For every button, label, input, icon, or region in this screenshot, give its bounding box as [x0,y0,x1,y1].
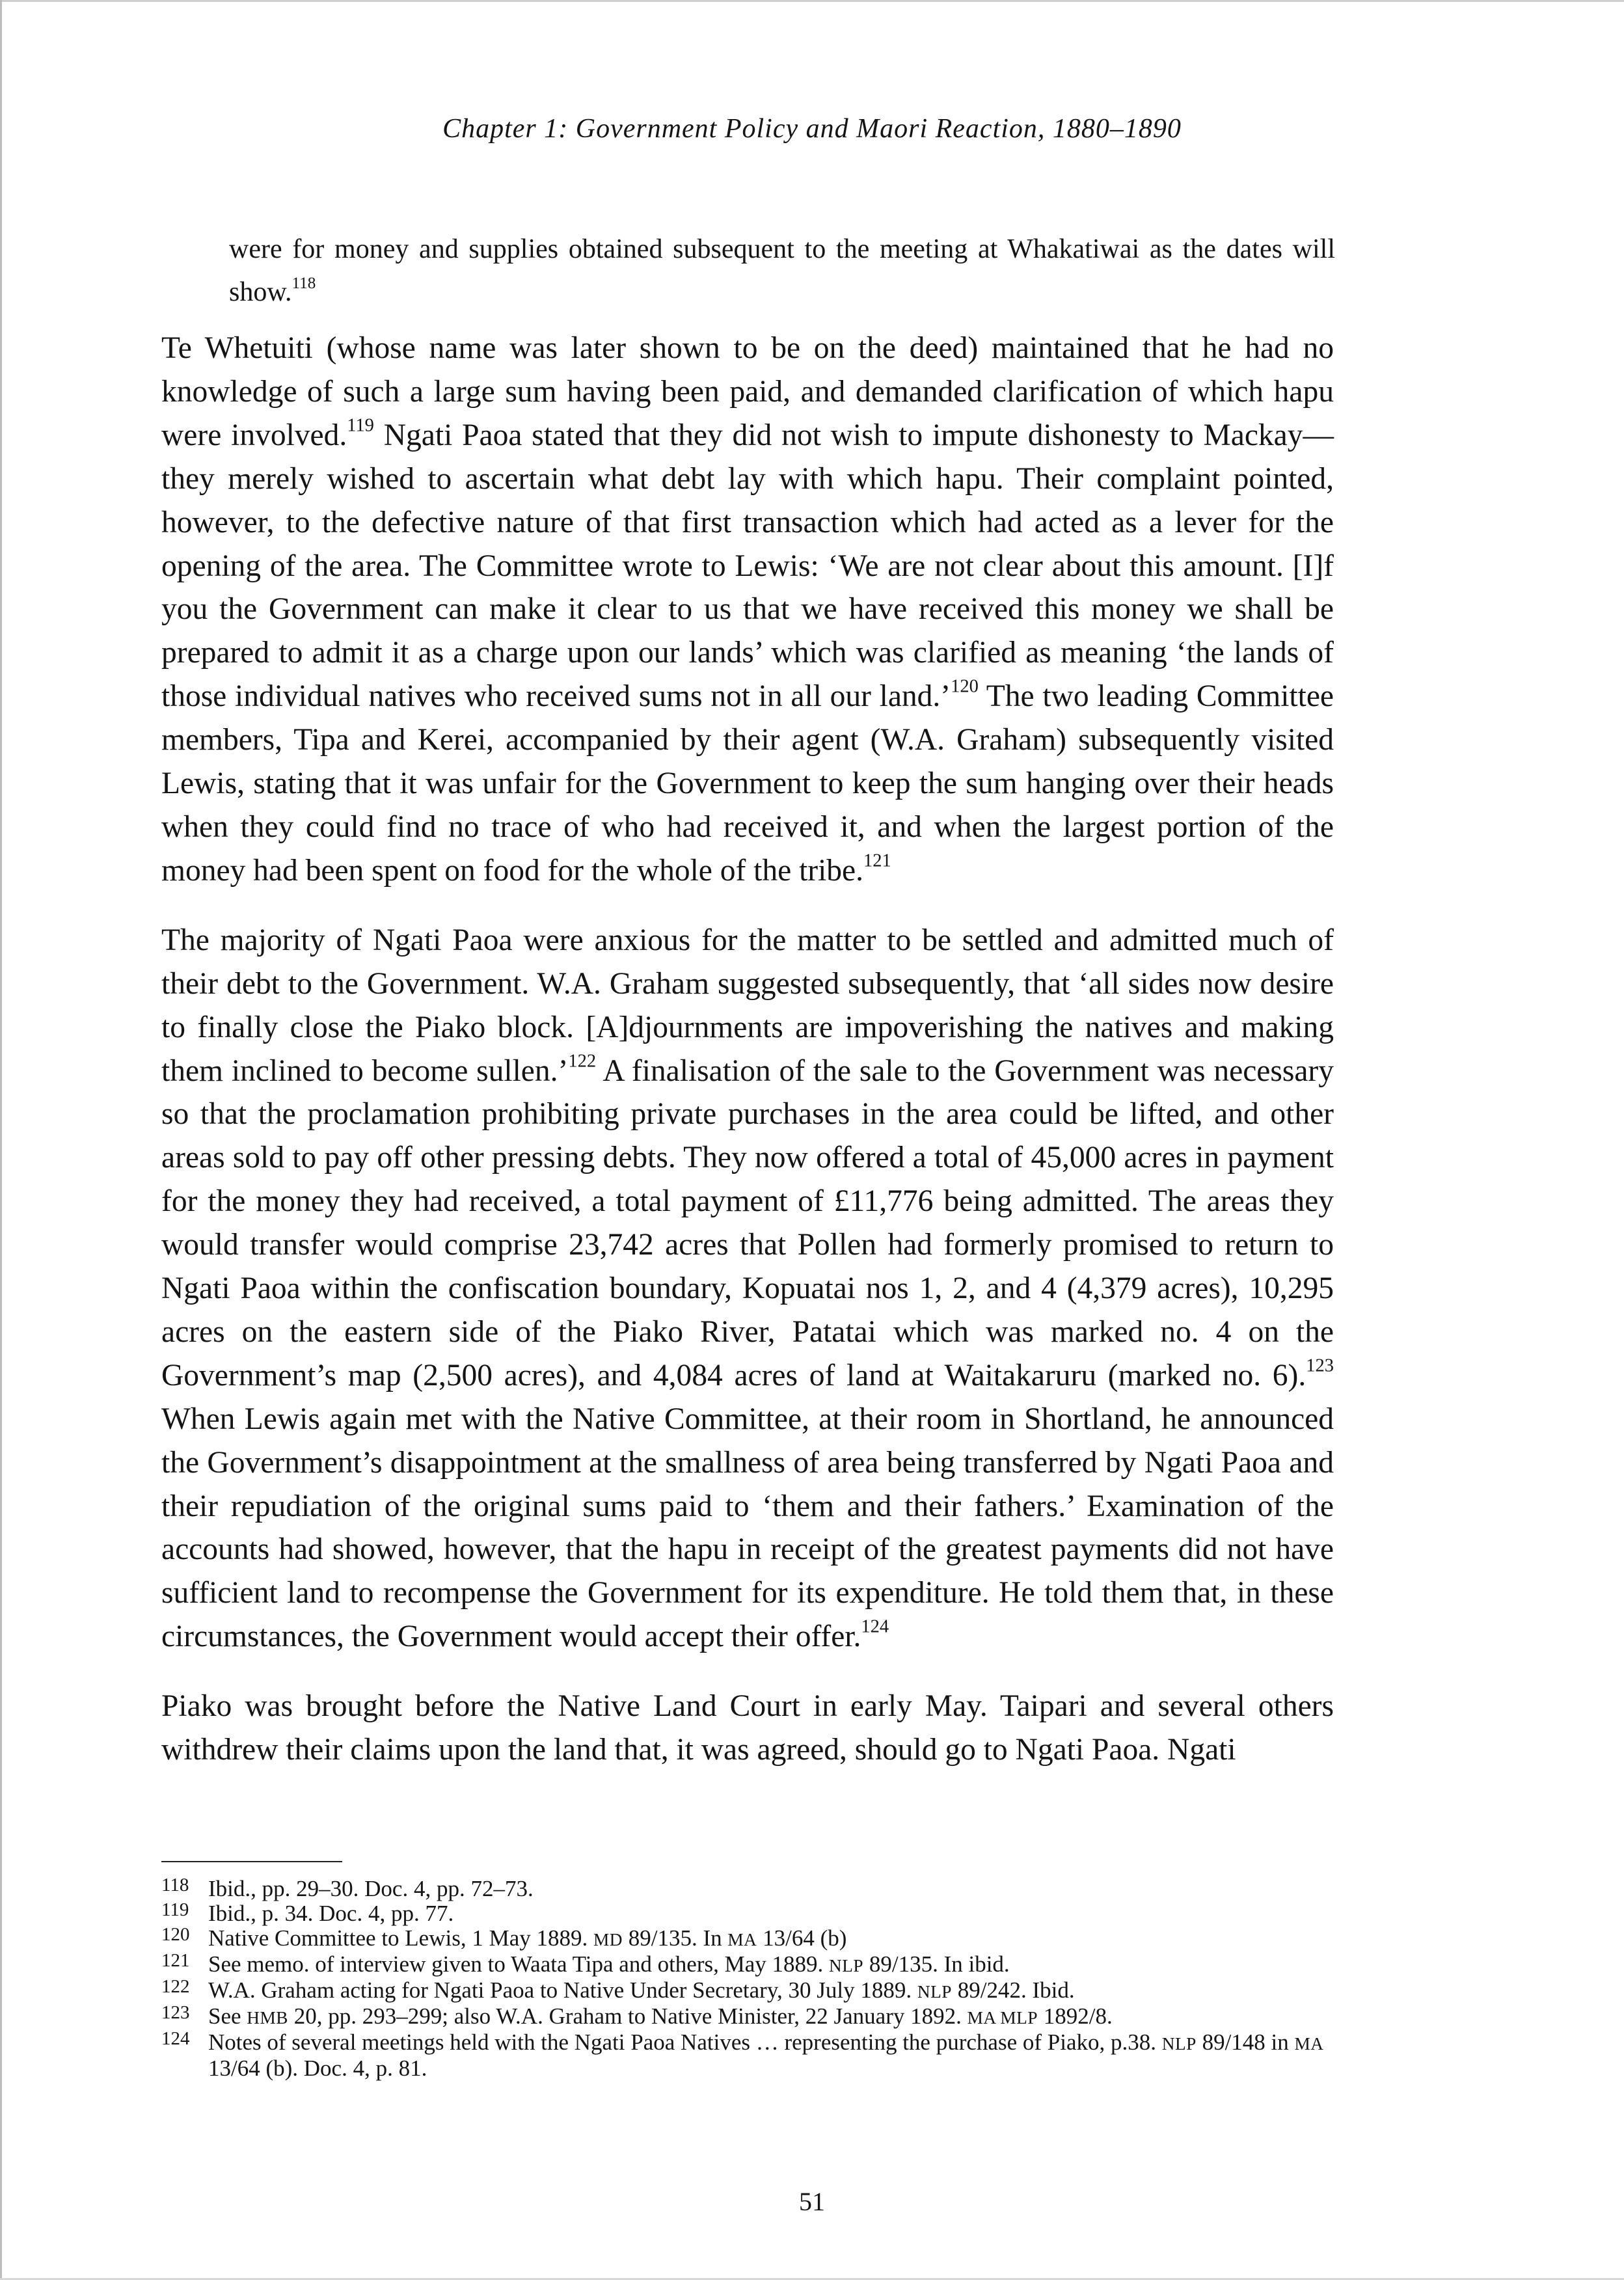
footnotes [161,1877,1346,2081]
footnote-text: 13/64 (b). Doc. 4, p. 81. [208,2056,427,2081]
footnote-ref: 124 [861,1616,889,1637]
archive-code: MA MLP [967,2008,1038,2028]
scan-edge-left [0,0,2,2280]
footnote-ref: 118 [291,275,316,293]
footnote-number: 122 [161,1976,190,1997]
footnote-number: 120 [161,1924,190,1945]
archive-code: HMB [247,2008,288,2028]
archive-code: MA [1294,2034,1324,2054]
paragraph [161,327,1334,893]
paragraph-text: The two leading Committee members, Tipa and Kerei, accompanied by their agent (W.A. Graham) subsequently visited Lewis, stating that it was unfair for the Government to keep the sum hanging over their heads when they could find no trace of who had received it, and when the largest portion of the money had been spent on food for the whole of the tribe. [161,679,1334,888]
paragraph [161,1685,1334,1772]
footnote-text: See [208,2003,247,2029]
archive-code: NLP [829,1956,864,1975]
archive-code: NLP [917,1982,952,2002]
footnote-text: 20, pp. 293–299; also W.A. Graham to Native Minister, 22 January 1892. [288,2003,968,2029]
footnote [161,1877,1346,1901]
body-text [161,327,1334,1798]
footnote-text: See memo. of interview given to Waata Tipa and others, May 1889. [208,1951,830,1977]
footnote-ref: 122 [568,1051,597,1072]
footnote-text: Ibid., pp. 29–30. Doc. 4, pp. 72–73. [208,1876,534,1901]
footnote-ref: 121 [863,850,891,871]
page-number: 51 [799,2187,825,2216]
footnote [161,2030,1346,2081]
footnote-text: Native Committee to Lewis, 1 May 1889. [208,1925,593,1951]
paragraph-text: The majority of Ngati Paoa were anxious for the matter to be settled and admitted much of their debt to the Government. W.A. Graham suggested subsequently, that ‘all sides now desire to finally close the Piako block. [A]djournments are impoverishing the natives and making them inclined to become sullen.’ [161,923,1334,1088]
archive-code: MA [727,1930,757,1949]
footnote-text: 89/135. In ibid. [863,1951,1010,1977]
footnote-text: 1892/8. [1038,2003,1113,2029]
paragraph-text: Piako was brought before the Native Land Court in early May. Taipari and several others withdrew their claims upon the land that, it was agreed, should go to Ngati Paoa. Ngati [161,1689,1334,1767]
footnote-text: W.A. Graham acting for Ngati Paoa to Native Under Secretary, 30 July 1889. [208,1977,917,2003]
footnote-number: 119 [161,1899,189,1920]
block-quote [229,228,1335,314]
footnote-text: 89/242. Ibid. [951,1977,1075,2003]
archive-code: MD [593,1930,623,1949]
footnote-text: 89/135. In [622,1925,728,1951]
paragraph-text: When Lewis again met with the Native Committee, at their room in Shortland, he announced the Government’s disappointment at the smallness of area being transferred by Ngati Paoa and their repudiation of the original sums paid to ‘them and their fathers.’ Examination of the accounts had showed, however, that the hapu in receipt of the greatest payments did not have sufficient land to recompense the Government for its expenditure. He told them that, in these circumstances, the Government would accept their offer. [161,1402,1334,1654]
block-quote-text: were for money and supplies obtained subsequent to the meeting at Whakatiwai as the dates will show. [229,234,1335,307]
footnote-text: 13/64 (b) [757,1925,847,1951]
footnote [161,1952,1346,1978]
footnote-text: Ibid., p. 34. Doc. 4, pp. 77. [208,1901,454,1926]
footnote-ref: 120 [951,676,979,697]
footnote-number: 118 [161,1875,189,1895]
paragraph-text: Ngati Paoa stated that they did not wish to impute dishonesty to Mackay—they merely wished to ascertain what debt lay with which hapu. Their complaint pointed, however, to the defective nature of that first transaction which had acted as a lever for the opening of the area. The Committee wrote to Lewis: ‘We are not clear about this amount. [I]f you the Government can make it clear to us that we have received this money we shall be prepared to admit it as a charge upon our lands’ which was clarified as meaning ‘the lands of those individual natives who received sums not in all our land.’ [161,418,1334,714]
footnote-number: 121 [161,1950,190,1971]
footnote [161,1926,1346,1952]
footnote-number: 124 [161,2028,190,2049]
footnote-text: 89/148 in [1196,2029,1295,2055]
footnote-ref: 123 [1306,1355,1334,1376]
footnote-text: Notes of several meetings held with the Ngati Paoa Natives … representing the purchase of Piako, p.38. [208,2029,1162,2055]
footnote [161,2004,1346,2030]
paragraph [161,919,1334,1659]
archive-code: NLP [1161,2034,1197,2054]
footnote-ref: 119 [347,415,374,436]
footnote [161,1978,1346,2004]
paragraph-text: A finalisation of the sale to the Government was necessary so that the proclamation prohibiting private purchases in the area could be lifted, and other areas sold to pay off other pressing debts. They now offered a total of 45,000 acres in payment for the money they had received, a total payment of £11,776 being admitted. The areas they would transfer would comprise 23,742 acres that Pollen had formerly promised to return to Ngati Paoa within the confiscation boundary, Kopuatai nos 1, 2, and 4 (4,379 acres), 10,295 acres on the eastern side of the Piako River, Patatai which was marked no. 4 on the Government’s map (2,500 acres), and 4,084 acres of land at Waitakaruru (marked no. 6). [161,1053,1334,1392]
paragraph-text: Te Whetuiti (whose name was later shown to be on the deed) maintained that he had no knowledge of such a large sum having been paid, and demanded clarification of which hapu were involved. [161,331,1334,452]
footnote [161,1901,1346,1926]
footnote-rule [161,1861,342,1862]
scan-edge-top [0,0,1624,2]
running-head: Chapter 1: Government Policy and Maori Reaction, 1880–1890 [442,114,1182,144]
footnote-number: 123 [161,2002,190,2023]
